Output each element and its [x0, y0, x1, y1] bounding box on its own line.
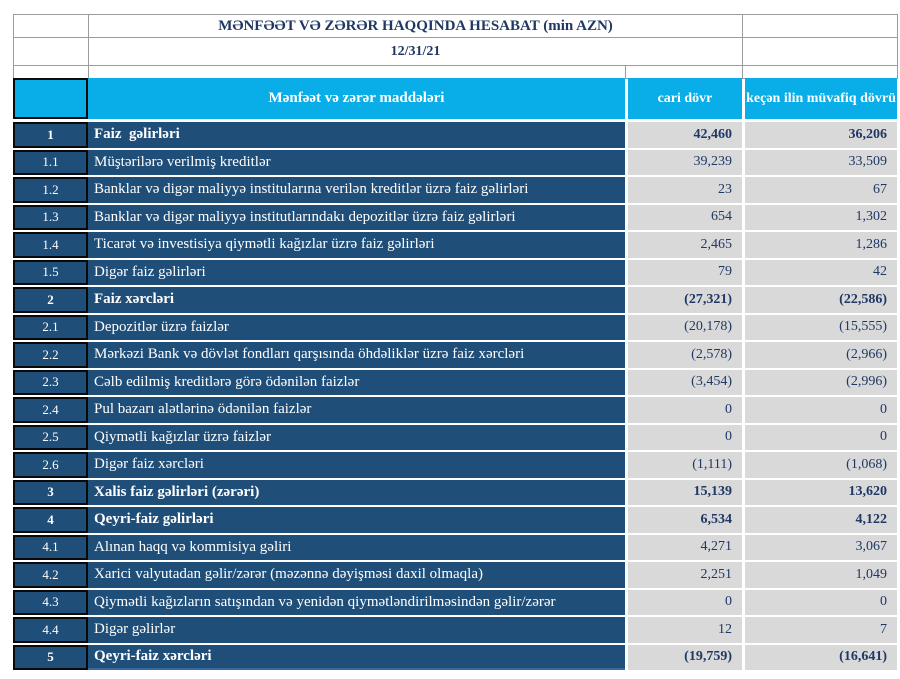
table-row — [13, 452, 897, 478]
row-current-value: 12 — [628, 617, 742, 643]
row-number: 4.2 — [13, 562, 88, 588]
row-label: Xarici valyutadan gəlir/zərər (məzənnə dəyişməsi daxil olmaqla) — [88, 562, 625, 588]
row-previous-value: 1,302 — [745, 205, 897, 231]
row-number: 1.2 — [13, 177, 88, 203]
row-previous-value: 36,206 — [745, 122, 897, 148]
table-row — [13, 342, 897, 368]
header-left-empty-cell — [14, 15, 89, 38]
row-current-value: (3,454) — [628, 370, 742, 396]
row-number: 2.5 — [13, 425, 88, 451]
row-current-value: 39,239 — [628, 150, 742, 176]
table-row — [13, 535, 897, 561]
column-header-items: Mənfəət və zərər maddələri — [88, 78, 625, 119]
table-row — [13, 150, 897, 176]
table-row — [13, 315, 897, 341]
table-row — [13, 425, 897, 451]
row-current-value: 654 — [628, 205, 742, 231]
row-previous-value: (22,586) — [745, 287, 897, 313]
row-previous-value: 67 — [745, 177, 897, 203]
row-current-value: (2,578) — [628, 342, 742, 368]
row-current-value: 0 — [628, 397, 742, 423]
row-label: Qeyri-faiz xərcləri — [88, 645, 625, 671]
row-label: Qiymətli kağızlar üzrə faizlər — [88, 425, 625, 451]
table-row — [13, 177, 897, 203]
row-number: 1.4 — [13, 232, 88, 258]
table-row — [13, 260, 897, 286]
row-previous-value: 0 — [745, 590, 897, 616]
row-label: Qeyri-faiz gəlirləri — [88, 507, 625, 533]
row-label: Banklar və digər maliyyə institularına verilən kreditlər üzrə faiz gəlirləri — [88, 177, 625, 203]
row-previous-value: 0 — [745, 397, 897, 423]
header-right-empty-cell — [743, 38, 898, 66]
row-current-value: 23 — [628, 177, 742, 203]
row-current-value: 0 — [628, 590, 742, 616]
table-row — [13, 507, 897, 533]
table-row — [13, 617, 897, 643]
row-number: 2.1 — [13, 315, 88, 341]
row-current-value: 6,534 — [628, 507, 742, 533]
row-previous-value: (2,966) — [745, 342, 897, 368]
row-current-value: (27,321) — [628, 287, 742, 313]
row-label: Qiymətli kağızların satışından və yenidən qiymətləndirilməsindən gəlir/zərər — [88, 590, 625, 616]
table-row — [13, 287, 897, 313]
column-header-current-period: cari dövr — [628, 78, 742, 119]
table-row — [13, 562, 897, 588]
row-previous-value: 1,286 — [745, 232, 897, 258]
row-label: Cəlb edilmiş kreditlərə görə ödənilən faizlər — [88, 370, 625, 396]
row-previous-value: (15,555) — [745, 315, 897, 341]
row-current-value: (1,111) — [628, 452, 742, 478]
row-previous-value: 0 — [745, 425, 897, 451]
row-label: Banklar və digər maliyyə institutlarındakı depozitlər üzrə faiz gəlirləri — [88, 205, 625, 231]
row-number: 2.6 — [13, 452, 88, 478]
report-title: MƏNFƏƏT VƏ ZƏRƏR HAQQINDA HESABAT (min AZN) — [89, 15, 743, 38]
report-date: 12/31/21 — [89, 38, 743, 66]
spacer-cell — [626, 66, 743, 79]
row-previous-value: (2,996) — [745, 370, 897, 396]
column-header-row — [13, 78, 897, 119]
row-label: Digər faiz gəlirləri — [88, 260, 625, 286]
header-left-empty-cell — [14, 38, 89, 66]
table-row — [13, 645, 897, 671]
row-number: 2 — [13, 287, 88, 313]
row-label: Ticarət və investisiya qiymətli kağızlar üzrə faiz gəlirləri — [88, 232, 625, 258]
spacer-cell — [14, 66, 89, 79]
row-label: Mərkəzi Bank və dövlət fondları qarşısında öhdəliklər üzrə faiz xərcləri — [88, 342, 625, 368]
row-current-value: 2,465 — [628, 232, 742, 258]
column-header-previous-period: keçən ilin müvafiq dövrü — [745, 78, 897, 119]
row-number: 5 — [13, 645, 88, 671]
row-number: 1.5 — [13, 260, 88, 286]
column-header-number-cell — [13, 78, 88, 119]
row-previous-value: 33,509 — [745, 150, 897, 176]
table-row — [13, 370, 897, 396]
header-right-empty-cell — [743, 15, 898, 38]
row-number: 4.3 — [13, 590, 88, 616]
row-previous-value: 1,049 — [745, 562, 897, 588]
row-label: Müştərilərə verilmiş kreditlər — [88, 150, 625, 176]
report-header-grid — [13, 14, 898, 79]
row-current-value: 42,460 — [628, 122, 742, 148]
row-previous-value: 42 — [745, 260, 897, 286]
row-number: 4 — [13, 507, 88, 533]
row-previous-value: (16,641) — [745, 645, 897, 671]
row-label: Pul bazarı alətlərinə ödənilən faizlər — [88, 397, 625, 423]
row-label: Xalis faiz gəlirləri (zərəri) — [88, 480, 625, 506]
row-number: 1 — [13, 122, 88, 148]
row-number: 3 — [13, 480, 88, 506]
row-current-value: 4,271 — [628, 535, 742, 561]
row-previous-value: 4,122 — [745, 507, 897, 533]
table-row — [13, 397, 897, 423]
row-label: Depozitlər üzrə faizlər — [88, 315, 625, 341]
row-current-value: (19,759) — [628, 645, 742, 671]
spacer-cell — [89, 66, 626, 79]
row-current-value: 79 — [628, 260, 742, 286]
row-label: Faiz gəlirləri — [88, 122, 625, 148]
row-label: Faiz xərcləri — [88, 287, 625, 313]
row-current-value: (20,178) — [628, 315, 742, 341]
row-current-value: 2,251 — [628, 562, 742, 588]
row-current-value: 15,139 — [628, 480, 742, 506]
row-number: 4.1 — [13, 535, 88, 561]
table-row — [13, 480, 897, 506]
row-previous-value: 7 — [745, 617, 897, 643]
row-number: 4.4 — [13, 617, 88, 643]
table-row — [13, 205, 897, 231]
row-current-value: 0 — [628, 425, 742, 451]
row-previous-value: 3,067 — [745, 535, 897, 561]
row-number: 1.3 — [13, 205, 88, 231]
row-number: 2.4 — [13, 397, 88, 423]
row-number: 2.2 — [13, 342, 88, 368]
row-previous-value: 13,620 — [745, 480, 897, 506]
table-row — [13, 122, 897, 148]
spacer-cell — [743, 66, 898, 79]
row-label: Digər faiz xərcləri — [88, 452, 625, 478]
row-previous-value: (1,068) — [745, 452, 897, 478]
table-row — [13, 590, 897, 616]
row-label: Digər gəlirlər — [88, 617, 625, 643]
table-body — [13, 122, 897, 672]
table-row — [13, 232, 897, 258]
row-number: 1.1 — [13, 150, 88, 176]
row-label: Alınan haqq və kommisiya gəliri — [88, 535, 625, 561]
row-number: 2.3 — [13, 370, 88, 396]
